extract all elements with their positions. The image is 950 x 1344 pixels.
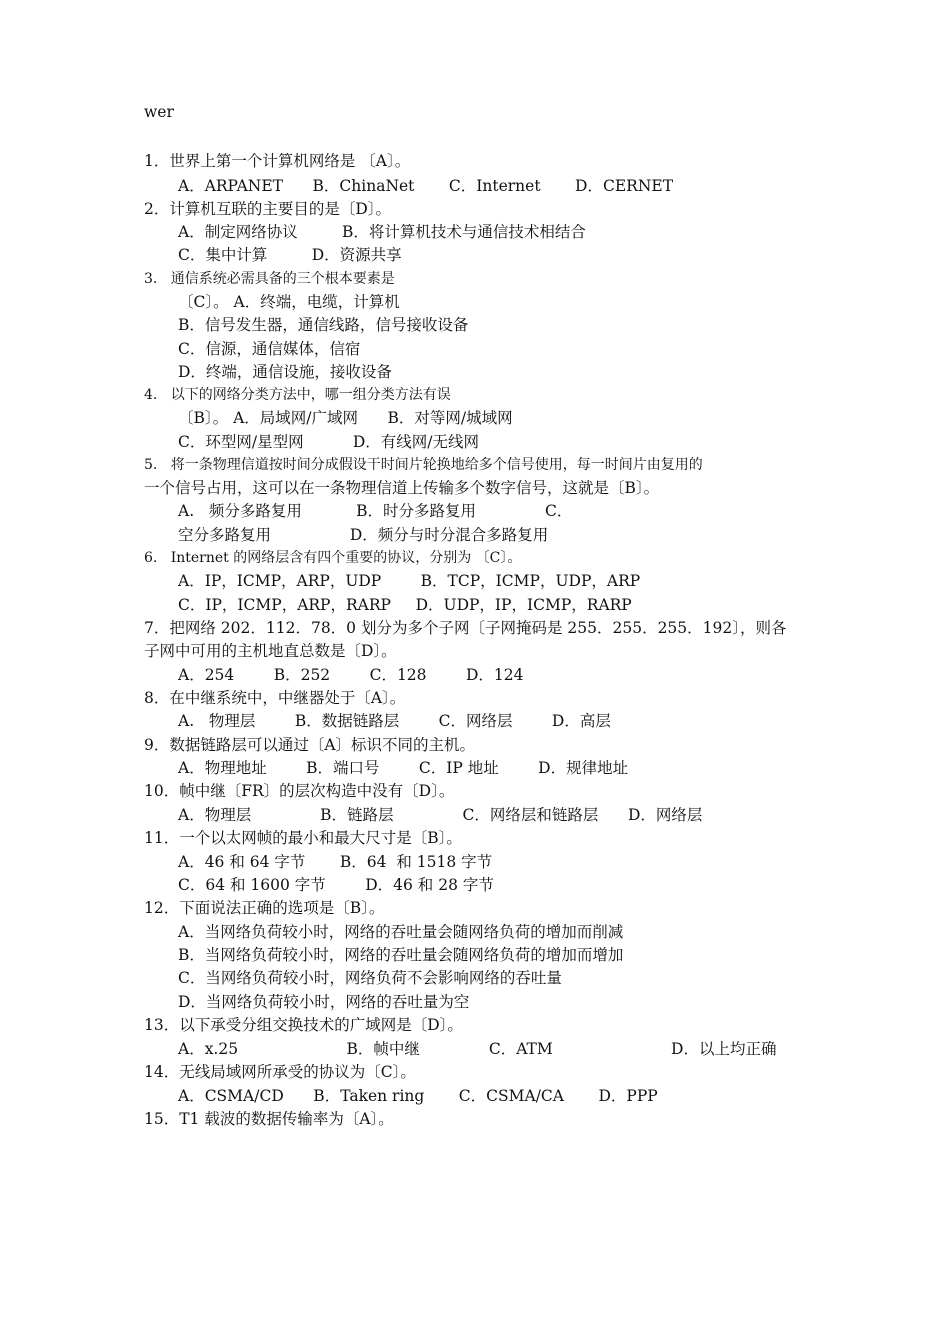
- question-11: 11．一个以太网帧的最小和最大尺寸是〔B〕。: [144, 829, 462, 847]
- question-10: 10．帧中继〔FR〕的层次构造中没有〔D〕。: [144, 782, 455, 800]
- question-7-line-1: 7．把网络 202．112．78．0 划分为多个子网〔子网掩码是 255．255．255．192〕，则各: [144, 619, 787, 637]
- question-15: 15．T1 载波的数据传输率为〔A〕。: [144, 1110, 394, 1128]
- options-3-d: D．终端，通信设施，接收设备: [178, 363, 392, 381]
- options-7: A．254 B．252 C．128 D．124: [178, 666, 524, 684]
- question-9: 9．数据链路层可以通过〔A〕标识不同的主机。: [144, 736, 476, 754]
- question-3: 3. 通信系统必需具备的三个根本要素是: [144, 271, 395, 287]
- options-14: A．CSMA/CD B．Taken ring C．CSMA/CA D．PPP: [178, 1087, 658, 1105]
- question-5-line-1: 5. 将一条物理信道按时间分成假设干时间片轮换地给多个信号使用，每一时间片由复用的: [144, 457, 703, 473]
- options-4-b: C．环型网/星型网 D．有线网/无线网: [178, 433, 480, 451]
- options-6-b: C．IP，ICMP，ARP，RARP D．UDP，IP，ICMP，RARP: [178, 596, 632, 614]
- options-12-c: C．当网络负荷较小时，网络负荷不会影响网络的吞吐量: [178, 969, 562, 987]
- question-2: 2．计算机互联的主要目的是〔D〕。: [144, 200, 392, 218]
- options-13: A．x.25 B．帧中继 C．ATM D．以上均正确: [178, 1040, 777, 1058]
- options-5-a: A. 频分多路复用 B．时分多路复用 C．: [178, 502, 573, 520]
- question-5-line-2: 一个信号占用，这可以在一条物理信道上传输多个数字信号，这就是〔B〕。: [144, 479, 660, 497]
- options-11-b: C．64 和 1600 字节 D．46 和 28 字节: [178, 876, 494, 894]
- options-5-b: 空分多路复用 D．频分与时分混合多路复用: [178, 526, 549, 544]
- options-4-a: 〔B〕。 A．局域网/广域网 B．对等网/城域网: [178, 409, 513, 427]
- question-1: 1．世界上第一个计算机网络是 〔A〕。: [144, 152, 411, 170]
- options-8: A. 物理层 B．数据链路层 C．网络层 D．高层: [178, 712, 611, 730]
- question-12: 12．下面说法正确的选项是〔B〕。: [144, 899, 385, 917]
- options-6-a: A．IP，ICMP，ARP，UDP B．TCP，ICMP，UDP，ARP: [178, 572, 641, 590]
- document-title: wer: [144, 103, 174, 121]
- options-2-b: C．集中计算 D．资源共享: [178, 246, 402, 264]
- question-7-line-2: 子网中可用的主机地直总数是〔D〕。: [144, 642, 397, 660]
- options-10: A．物理层 B．链路层 C．网络层和链路层 D．网络层: [178, 806, 703, 824]
- options-9: A．物理地址 B．端口号 C．IP 地址 D．规律地址: [178, 759, 629, 777]
- options-3-a: 〔C〕。 A．终端，电缆，计算机: [178, 293, 400, 311]
- options-12-a: A．当网络负荷较小时，网络的吞吐量会随网络负荷的增加而削减: [178, 923, 624, 941]
- options-2-a: A．制定网络协议 B．将计算机技术与通信技术相结合: [178, 223, 586, 241]
- question-6: 6. Internet 的网络层含有四个重要的协议，分别为 〔C〕。: [144, 550, 522, 566]
- options-3-b: B．信号发生器，通信线路，信号接收设备: [178, 316, 469, 334]
- options-11-a: A．46 和 64 字节 B．64 和 1518 字节: [178, 853, 493, 871]
- question-14: 14．无线局域网所承受的协议为〔C〕。: [144, 1063, 416, 1081]
- options-3-c: C．信源，通信媒体，信宿: [178, 340, 361, 358]
- question-4: 4. 以下的网络分类方法中，哪一组分类方法有误: [144, 387, 451, 403]
- question-8: 8．在中继系统中，中继器处于〔A〕。: [144, 689, 406, 707]
- question-13: 13．以下承受分组交换技术的广域网是〔D〕。: [144, 1016, 463, 1034]
- options-1: A．ARPANET B．ChinaNet C．Internet D．CERNET: [178, 177, 674, 195]
- options-12-b: B．当网络负荷较小时，网络的吞吐量会随网络负荷的增加而增加: [178, 946, 624, 964]
- options-12-d: D．当网络负荷较小时，网络的吞吐量为空: [178, 993, 470, 1011]
